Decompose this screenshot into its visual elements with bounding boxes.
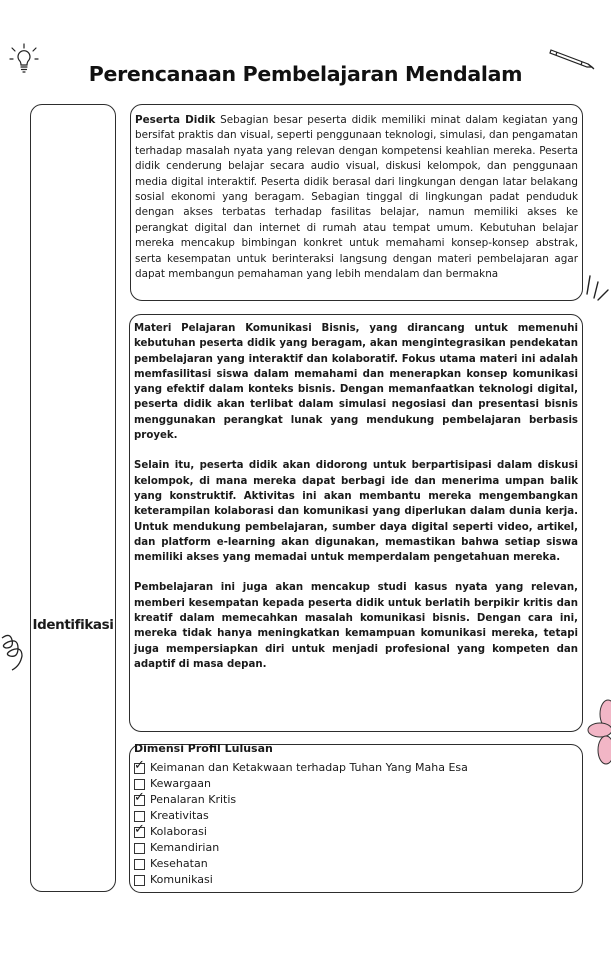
peserta-didik-text: Sebagian besar peserta didik memiliki minat dalam kegiatan yang bersifat praktis dan visual, seperti penggunaan teknologi, simulasi, dan pengamatan terhadap masalah nyata yang relevan dengan kompetensi keahlian mereka. Peserta didik cenderung belajar secara audio visual, diskusi kelompok, dan penggunaan media digital interaktif. Peserta didik berasal dari lingkungan dengan latar belakang sosial ekonomi yang beragam. Sebagian tinggal di lingkungan padat penduduk dengan akses terbatas terhadap fasilitas belajar, namun memiliki akses ke perangkat digital dan internet di rumah atau tempat umum. Kebutuhan belajar mereka mencakup bimbingan konkret untuk memahami konsep-konsep abstrak, serta kesempatan untuk berinteraksi langsung dengan materi pembelajaran agar dapat membangun pemahaman yang lebih mendalam dan bermakna — [135, 114, 578, 281]
identifikasi-panel — [30, 104, 116, 892]
checkbox[interactable] — [134, 779, 145, 790]
dimensi-item[interactable] — [134, 808, 578, 824]
dimensi-list — [134, 757, 578, 888]
materi-paragraph: Materi Pelajaran Komunikasi Bisnis, yang dirancang untuk memenuhi kebutuhan peserta didik yang beragam, akan mengintegrasikan pendekatan pembelajaran yang interaktif dan kolaboratif. Fokus utama materi ini adalah memfasilitasi siswa dalam memahami dan menerapkan konsep komunikasi yang efektif dalam konteks bisnis. Dengan memanfaatkan teknologi digital, peserta didik akan terlibat dalam simulasi negosiasi dan presentasi bisnis menggunakan perangkat lunak yang mendukung pembelajaran berbasis proyek. — [134, 323, 578, 442]
dimensi-item-label: Penalaran Kritis — [150, 793, 237, 806]
materi-paragraph: Pembelajaran ini juga akan mencakup studi kasus nyata yang relevan, memberi kesempatan kepada peserta didik untuk berlatih berpikir kritis dan kreatif dalam memecahkan masalah komunikasi bisnis. Dengan cara ini, mereka tidak hanya meningkatkan kemampuan komunikasi mereka, tetapi juga mempersiapkan diri untuk menjadi profesional yang kompeten dan adaptif di masa depan. — [134, 582, 578, 670]
checkbox[interactable] — [134, 859, 145, 870]
dimensi-item-label: Kolaborasi — [150, 825, 207, 838]
checkbox[interactable] — [134, 789, 145, 806]
dimensi-item-label: Keimanan dan Ketakwaan terhadap Tuhan Yang Maha Esa — [150, 761, 468, 774]
checkbox[interactable] — [134, 811, 145, 822]
checkbox[interactable] — [134, 821, 145, 838]
dimensi-item-label: Kreativitas — [150, 809, 209, 822]
dimensi-item[interactable] — [134, 840, 578, 856]
identifikasi-label: Identifikasi — [32, 617, 114, 633]
dimensi-title: Dimensi Profil Lulusan — [134, 742, 273, 755]
flower-icon — [586, 698, 611, 768]
page-title: Perencanaan Pembelajaran Mendalam — [88, 62, 523, 86]
dimensi-item-label: Kemandirian — [150, 841, 220, 854]
check-icon: ✓ — [134, 789, 145, 805]
checkbox[interactable] — [134, 757, 145, 774]
sparkle-lines-icon — [584, 272, 611, 304]
dimensi-item-label: Komunikasi — [150, 873, 213, 886]
peserta-didik-paragraph — [135, 113, 578, 282]
dimensi-item[interactable] — [134, 757, 578, 776]
dimensi-profil-box — [129, 744, 583, 893]
checkbox[interactable] — [134, 875, 145, 886]
dimensi-item[interactable] — [134, 856, 578, 872]
dimensi-item[interactable] — [134, 789, 578, 808]
dimensi-item-label: Kesehatan — [150, 857, 208, 870]
materi-box — [129, 314, 583, 732]
dimensi-item-label: Kewargaan — [150, 777, 211, 790]
check-icon: ✓ — [134, 757, 145, 773]
dimensi-item[interactable] — [134, 821, 578, 840]
peserta-didik-box — [130, 104, 583, 301]
checkbox[interactable] — [134, 843, 145, 854]
peserta-didik-lead: Peserta Didik — [135, 114, 216, 126]
dimensi-item[interactable] — [134, 872, 578, 888]
swirl-doodle-icon — [0, 628, 30, 680]
check-icon: ✓ — [134, 821, 145, 837]
dimensi-item[interactable] — [134, 776, 578, 792]
materi-paragraph: Selain itu, peserta didik akan didorong untuk berpartisipasi dalam diskusi kelompok, di mana mereka dapat berbagi ide dan menerima umpan balik yang konstruktif. Aktivitas ini akan membantu mereka mengembangkan keterampilan kolaborasi dan komunikasi yang diperlukan dalam dunia kerja. Untuk mendukung pembelajaran, sumber daya digital seperti video, artikel, dan platform e-learning akan digunakan, memastikan bahwa setiap siswa memiliki akses yang memadai untuk memperdalam pengetahuan mereka. — [134, 460, 578, 564]
